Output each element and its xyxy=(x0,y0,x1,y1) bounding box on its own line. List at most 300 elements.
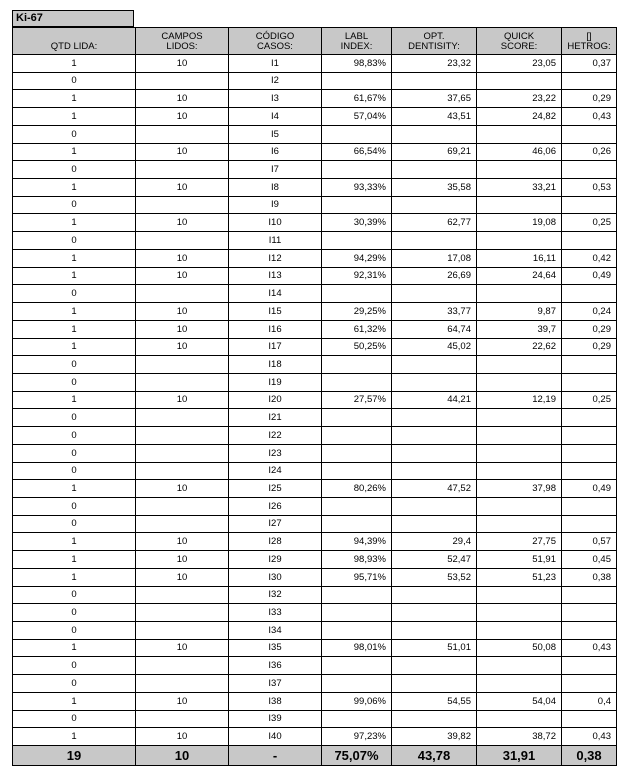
cell-hetrog: 0,49 xyxy=(562,267,617,285)
cell-codigo-casos: I38 xyxy=(229,692,322,710)
cell-quick-score xyxy=(477,72,562,90)
cell-hetrog: 0,38 xyxy=(562,568,617,586)
cell-labl-index: 92,31% xyxy=(322,267,392,285)
cell-codigo-casos: I18 xyxy=(229,356,322,374)
cell-quick-score xyxy=(477,604,562,622)
cell-hetrog xyxy=(562,462,617,480)
cell-opt-density xyxy=(392,196,477,214)
cell-opt-density xyxy=(392,285,477,303)
cell-campos-lidos: 10 xyxy=(136,728,229,746)
cell-labl-index: 80,26% xyxy=(322,480,392,498)
cell-campos-lidos xyxy=(136,232,229,250)
cell-labl-index xyxy=(322,373,392,391)
cell-qtd-lida: 1 xyxy=(13,249,136,267)
cell-campos-lidos: 10 xyxy=(136,303,229,321)
header-codigo-casos xyxy=(229,28,322,55)
header-label: HETROG: xyxy=(567,41,611,52)
table-row xyxy=(13,373,617,391)
cell-quick-score xyxy=(477,497,562,515)
header-label: QTD LIDA: xyxy=(50,41,98,52)
cell-codigo-casos: I1 xyxy=(229,55,322,73)
cell-labl-index: 95,71% xyxy=(322,568,392,586)
cell-qtd-lida: 0 xyxy=(13,604,136,622)
cell-campos-lidos xyxy=(136,604,229,622)
cell-codigo-casos: I11 xyxy=(229,232,322,250)
cell-opt-density xyxy=(392,622,477,640)
table-row xyxy=(13,515,617,533)
cell-hetrog: 0,29 xyxy=(562,338,617,356)
cell-codigo-casos: I13 xyxy=(229,267,322,285)
cell-qtd-lida: 1 xyxy=(13,303,136,321)
cell-codigo-casos: I19 xyxy=(229,373,322,391)
cell-opt-density: 53,52 xyxy=(392,568,477,586)
cell-quick-score xyxy=(477,285,562,303)
cell-campos-lidos: 10 xyxy=(136,90,229,108)
cell-hetrog xyxy=(562,622,617,640)
table-row xyxy=(13,604,617,622)
cell-hetrog xyxy=(562,356,617,374)
cell-opt-density: 62,77 xyxy=(392,214,477,232)
cell-opt-density xyxy=(392,427,477,445)
cell-codigo-casos: I36 xyxy=(229,657,322,675)
cell-labl-index xyxy=(322,409,392,427)
cell-codigo-casos: I37 xyxy=(229,675,322,693)
cell-opt-density xyxy=(392,409,477,427)
cell-hetrog: 0,53 xyxy=(562,179,617,197)
cell-codigo-casos: I28 xyxy=(229,533,322,551)
cell-campos-lidos xyxy=(136,710,229,728)
cell-campos-lidos: 10 xyxy=(136,320,229,338)
cell-campos-lidos: 10 xyxy=(136,267,229,285)
cell-codigo-casos: I7 xyxy=(229,161,322,179)
cell-codigo-casos: I22 xyxy=(229,427,322,445)
cell-campos-lidos: 10 xyxy=(136,338,229,356)
cell-codigo-casos: I40 xyxy=(229,728,322,746)
cell-codigo-casos: I23 xyxy=(229,444,322,462)
cell-codigo-casos: I14 xyxy=(229,285,322,303)
cell-codigo-casos: I15 xyxy=(229,303,322,321)
cell-labl-index xyxy=(322,72,392,90)
cell-labl-index xyxy=(322,232,392,250)
sheet-title: Ki-67 xyxy=(12,10,134,27)
cell-codigo-casos: I33 xyxy=(229,604,322,622)
table-row xyxy=(13,444,617,462)
cell-qtd-lida: 0 xyxy=(13,409,136,427)
total-campos-lidos: 10 xyxy=(136,746,229,766)
cell-opt-density: 33,77 xyxy=(392,303,477,321)
cell-qtd-lida: 0 xyxy=(13,356,136,374)
table-row xyxy=(13,639,617,657)
header-label: INDEX: xyxy=(340,41,373,52)
cell-labl-index: 66,54% xyxy=(322,143,392,161)
cell-labl-index: 61,32% xyxy=(322,320,392,338)
cell-opt-density: 44,21 xyxy=(392,391,477,409)
cell-qtd-lida: 0 xyxy=(13,285,136,303)
cell-qtd-lida: 1 xyxy=(13,391,136,409)
cell-codigo-casos: I8 xyxy=(229,179,322,197)
cell-qtd-lida: 1 xyxy=(13,108,136,126)
cell-hetrog: 0,49 xyxy=(562,480,617,498)
cell-labl-index: 27,57% xyxy=(322,391,392,409)
cell-opt-density: 23,32 xyxy=(392,55,477,73)
cell-labl-index xyxy=(322,285,392,303)
cell-labl-index xyxy=(322,657,392,675)
cell-quick-score xyxy=(477,196,562,214)
table-row xyxy=(13,125,617,143)
cell-qtd-lida: 0 xyxy=(13,196,136,214)
table-row xyxy=(13,427,617,445)
cell-campos-lidos xyxy=(136,72,229,90)
cell-labl-index xyxy=(322,622,392,640)
cell-opt-density: 54,55 xyxy=(392,692,477,710)
cell-qtd-lida: 0 xyxy=(13,232,136,250)
cell-hetrog: 0,26 xyxy=(562,143,617,161)
cell-opt-density xyxy=(392,125,477,143)
cell-qtd-lida: 1 xyxy=(13,143,136,161)
cell-labl-index: 93,33% xyxy=(322,179,392,197)
cell-opt-density xyxy=(392,515,477,533)
cell-labl-index xyxy=(322,161,392,179)
total-codigo-casos: - xyxy=(229,746,322,766)
table-row xyxy=(13,356,617,374)
cell-qtd-lida: 0 xyxy=(13,462,136,480)
cell-codigo-casos: I10 xyxy=(229,214,322,232)
cell-opt-density xyxy=(392,657,477,675)
cell-hetrog: 0,4 xyxy=(562,692,617,710)
cell-quick-score xyxy=(477,409,562,427)
cell-codigo-casos: I30 xyxy=(229,568,322,586)
cell-qtd-lida: 1 xyxy=(13,267,136,285)
table-row xyxy=(13,214,617,232)
total-labl-index: 75,07% xyxy=(322,746,392,766)
cell-hetrog xyxy=(562,710,617,728)
cell-opt-density: 43,51 xyxy=(392,108,477,126)
cell-labl-index: 57,04% xyxy=(322,108,392,126)
cell-campos-lidos xyxy=(136,657,229,675)
cell-hetrog xyxy=(562,373,617,391)
table-row xyxy=(13,675,617,693)
cell-labl-index xyxy=(322,515,392,533)
cell-campos-lidos xyxy=(136,427,229,445)
cell-hetrog: 0,29 xyxy=(562,90,617,108)
header-label: CASOS: xyxy=(257,41,293,52)
cell-hetrog: 0,42 xyxy=(562,249,617,267)
cell-qtd-lida: 1 xyxy=(13,320,136,338)
cell-quick-score xyxy=(477,657,562,675)
cell-hetrog xyxy=(562,161,617,179)
cell-labl-index: 98,93% xyxy=(322,551,392,569)
cell-qtd-lida: 0 xyxy=(13,515,136,533)
header-row xyxy=(13,28,617,55)
totals-row xyxy=(13,746,617,766)
cell-qtd-lida: 1 xyxy=(13,214,136,232)
cell-quick-score: 19,08 xyxy=(477,214,562,232)
table-row xyxy=(13,622,617,640)
cell-codigo-casos: I17 xyxy=(229,338,322,356)
cell-labl-index xyxy=(322,444,392,462)
table-row xyxy=(13,108,617,126)
cell-hetrog xyxy=(562,444,617,462)
cell-codigo-casos: I5 xyxy=(229,125,322,143)
cell-codigo-casos: I35 xyxy=(229,639,322,657)
cell-opt-density xyxy=(392,604,477,622)
cell-quick-score: 24,82 xyxy=(477,108,562,126)
cell-opt-density: 37,65 xyxy=(392,90,477,108)
cell-hetrog: 0,43 xyxy=(562,108,617,126)
cell-codigo-casos: I2 xyxy=(229,72,322,90)
cell-quick-score xyxy=(477,125,562,143)
cell-qtd-lida: 1 xyxy=(13,551,136,569)
header-label: CAMPOS xyxy=(161,31,203,42)
cell-opt-density: 29,4 xyxy=(392,533,477,551)
table-row xyxy=(13,409,617,427)
cell-qtd-lida: 0 xyxy=(13,622,136,640)
cell-labl-index xyxy=(322,356,392,374)
cell-labl-index: 94,39% xyxy=(322,533,392,551)
cell-qtd-lida: 1 xyxy=(13,692,136,710)
table-row xyxy=(13,657,617,675)
header-labl-index xyxy=(322,28,392,55)
table-row xyxy=(13,586,617,604)
header-label: OPT. xyxy=(423,31,445,42)
cell-labl-index: 61,67% xyxy=(322,90,392,108)
cell-hetrog: 0,57 xyxy=(562,533,617,551)
cell-opt-density: 35,58 xyxy=(392,179,477,197)
cell-hetrog: 0,25 xyxy=(562,214,617,232)
header-label: [] xyxy=(586,31,592,42)
table-row xyxy=(13,320,617,338)
cell-qtd-lida: 0 xyxy=(13,710,136,728)
cell-quick-score: 16,11 xyxy=(477,249,562,267)
cell-opt-density xyxy=(392,161,477,179)
table-row xyxy=(13,692,617,710)
header-label: QUICK xyxy=(503,31,535,42)
table-row xyxy=(13,232,617,250)
cell-quick-score xyxy=(477,710,562,728)
cell-labl-index xyxy=(322,462,392,480)
cell-campos-lidos xyxy=(136,622,229,640)
cell-quick-score xyxy=(477,232,562,250)
table-row xyxy=(13,161,617,179)
cell-quick-score xyxy=(477,427,562,445)
cell-qtd-lida: 0 xyxy=(13,444,136,462)
cell-opt-density: 47,52 xyxy=(392,480,477,498)
cell-campos-lidos: 10 xyxy=(136,143,229,161)
cell-labl-index: 50,25% xyxy=(322,338,392,356)
cell-codigo-casos: I25 xyxy=(229,480,322,498)
cell-campos-lidos xyxy=(136,356,229,374)
cell-quick-score xyxy=(477,356,562,374)
cell-qtd-lida: 0 xyxy=(13,72,136,90)
cell-hetrog: 0,37 xyxy=(562,55,617,73)
cell-qtd-lida: 0 xyxy=(13,675,136,693)
cell-opt-density xyxy=(392,462,477,480)
cell-labl-index xyxy=(322,497,392,515)
ki67-table xyxy=(12,27,617,766)
cell-campos-lidos: 10 xyxy=(136,551,229,569)
cell-qtd-lida: 1 xyxy=(13,480,136,498)
total-qtd-lida: 19 xyxy=(13,746,136,766)
cell-codigo-casos: I27 xyxy=(229,515,322,533)
cell-quick-score: 9,87 xyxy=(477,303,562,321)
cell-opt-density: 51,01 xyxy=(392,639,477,657)
cell-codigo-casos: I20 xyxy=(229,391,322,409)
cell-hetrog: 0,24 xyxy=(562,303,617,321)
cell-campos-lidos xyxy=(136,462,229,480)
cell-campos-lidos: 10 xyxy=(136,108,229,126)
cell-codigo-casos: I32 xyxy=(229,586,322,604)
cell-campos-lidos: 10 xyxy=(136,55,229,73)
cell-codigo-casos: I26 xyxy=(229,497,322,515)
cell-opt-density xyxy=(392,586,477,604)
cell-labl-index xyxy=(322,586,392,604)
table-row xyxy=(13,338,617,356)
cell-quick-score xyxy=(477,515,562,533)
cell-quick-score: 51,23 xyxy=(477,568,562,586)
cell-quick-score xyxy=(477,161,562,179)
cell-labl-index: 29,25% xyxy=(322,303,392,321)
cell-opt-density xyxy=(392,373,477,391)
cell-campos-lidos: 10 xyxy=(136,692,229,710)
cell-opt-density xyxy=(392,710,477,728)
cell-opt-density xyxy=(392,497,477,515)
cell-quick-score: 39,7 xyxy=(477,320,562,338)
cell-campos-lidos: 10 xyxy=(136,179,229,197)
header-qtd-lida xyxy=(13,28,136,55)
cell-codigo-casos: I16 xyxy=(229,320,322,338)
cell-labl-index xyxy=(322,196,392,214)
cell-qtd-lida: 1 xyxy=(13,90,136,108)
cell-qtd-lida: 0 xyxy=(13,125,136,143)
cell-hetrog xyxy=(562,497,617,515)
cell-opt-density xyxy=(392,356,477,374)
cell-labl-index xyxy=(322,125,392,143)
cell-opt-density: 17,08 xyxy=(392,249,477,267)
table-body xyxy=(13,55,617,746)
cell-hetrog xyxy=(562,515,617,533)
table-row xyxy=(13,568,617,586)
cell-quick-score: 22,62 xyxy=(477,338,562,356)
cell-quick-score: 12,19 xyxy=(477,391,562,409)
cell-codigo-casos: I9 xyxy=(229,196,322,214)
cell-campos-lidos: 10 xyxy=(136,214,229,232)
cell-quick-score xyxy=(477,622,562,640)
cell-campos-lidos: 10 xyxy=(136,568,229,586)
cell-labl-index: 97,23% xyxy=(322,728,392,746)
header-quick-score xyxy=(477,28,562,55)
cell-codigo-casos: I4 xyxy=(229,108,322,126)
cell-campos-lidos xyxy=(136,444,229,462)
table-row xyxy=(13,90,617,108)
cell-opt-density: 45,02 xyxy=(392,338,477,356)
cell-qtd-lida: 1 xyxy=(13,533,136,551)
cell-qtd-lida: 0 xyxy=(13,373,136,391)
cell-labl-index: 99,06% xyxy=(322,692,392,710)
cell-opt-density: 52,47 xyxy=(392,551,477,569)
header-label: DENTISITY: xyxy=(408,41,460,52)
table-row xyxy=(13,480,617,498)
cell-qtd-lida: 1 xyxy=(13,568,136,586)
cell-hetrog xyxy=(562,657,617,675)
cell-qtd-lida: 0 xyxy=(13,586,136,604)
cell-codigo-casos: I34 xyxy=(229,622,322,640)
cell-codigo-casos: I12 xyxy=(229,249,322,267)
cell-quick-score: 27,75 xyxy=(477,533,562,551)
cell-labl-index: 98,83% xyxy=(322,55,392,73)
cell-campos-lidos xyxy=(136,196,229,214)
cell-labl-index: 98,01% xyxy=(322,639,392,657)
cell-labl-index xyxy=(322,604,392,622)
cell-campos-lidos xyxy=(136,285,229,303)
header-label: LIDOS: xyxy=(166,41,198,52)
cell-quick-score: 38,72 xyxy=(477,728,562,746)
cell-opt-density xyxy=(392,72,477,90)
cell-labl-index: 94,29% xyxy=(322,249,392,267)
cell-labl-index xyxy=(322,710,392,728)
cell-hetrog xyxy=(562,285,617,303)
cell-campos-lidos xyxy=(136,675,229,693)
cell-codigo-casos: I3 xyxy=(229,90,322,108)
cell-labl-index xyxy=(322,675,392,693)
cell-campos-lidos xyxy=(136,161,229,179)
cell-campos-lidos xyxy=(136,497,229,515)
cell-qtd-lida: 1 xyxy=(13,728,136,746)
cell-hetrog xyxy=(562,427,617,445)
cell-qtd-lida: 0 xyxy=(13,497,136,515)
cell-labl-index: 30,39% xyxy=(322,214,392,232)
cell-hetrog: 0,29 xyxy=(562,320,617,338)
cell-codigo-casos: I29 xyxy=(229,551,322,569)
cell-quick-score xyxy=(477,462,562,480)
cell-campos-lidos xyxy=(136,586,229,604)
cell-quick-score: 24,64 xyxy=(477,267,562,285)
table-row xyxy=(13,267,617,285)
table-row xyxy=(13,196,617,214)
cell-codigo-casos: I24 xyxy=(229,462,322,480)
cell-campos-lidos xyxy=(136,515,229,533)
cell-hetrog: 0,43 xyxy=(562,728,617,746)
table-row xyxy=(13,710,617,728)
cell-quick-score: 46,06 xyxy=(477,143,562,161)
cell-quick-score: 37,98 xyxy=(477,480,562,498)
cell-quick-score xyxy=(477,675,562,693)
cell-quick-score: 50,08 xyxy=(477,639,562,657)
cell-quick-score xyxy=(477,373,562,391)
table-row xyxy=(13,143,617,161)
cell-labl-index xyxy=(322,427,392,445)
cell-qtd-lida: 0 xyxy=(13,657,136,675)
cell-hetrog xyxy=(562,586,617,604)
table-row xyxy=(13,497,617,515)
cell-opt-density: 26,69 xyxy=(392,267,477,285)
table-row xyxy=(13,391,617,409)
header-label: CÓDIGO xyxy=(255,31,295,42)
cell-quick-score: 33,21 xyxy=(477,179,562,197)
cell-hetrog xyxy=(562,72,617,90)
cell-campos-lidos: 10 xyxy=(136,249,229,267)
cell-hetrog: 0,43 xyxy=(562,639,617,657)
total-hetrog: 0,38 xyxy=(562,746,617,766)
cell-hetrog: 0,45 xyxy=(562,551,617,569)
cell-hetrog xyxy=(562,196,617,214)
table-row xyxy=(13,533,617,551)
table-row xyxy=(13,55,617,73)
table-row xyxy=(13,249,617,267)
cell-campos-lidos: 10 xyxy=(136,480,229,498)
table-row xyxy=(13,728,617,746)
cell-qtd-lida: 1 xyxy=(13,639,136,657)
cell-hetrog xyxy=(562,604,617,622)
